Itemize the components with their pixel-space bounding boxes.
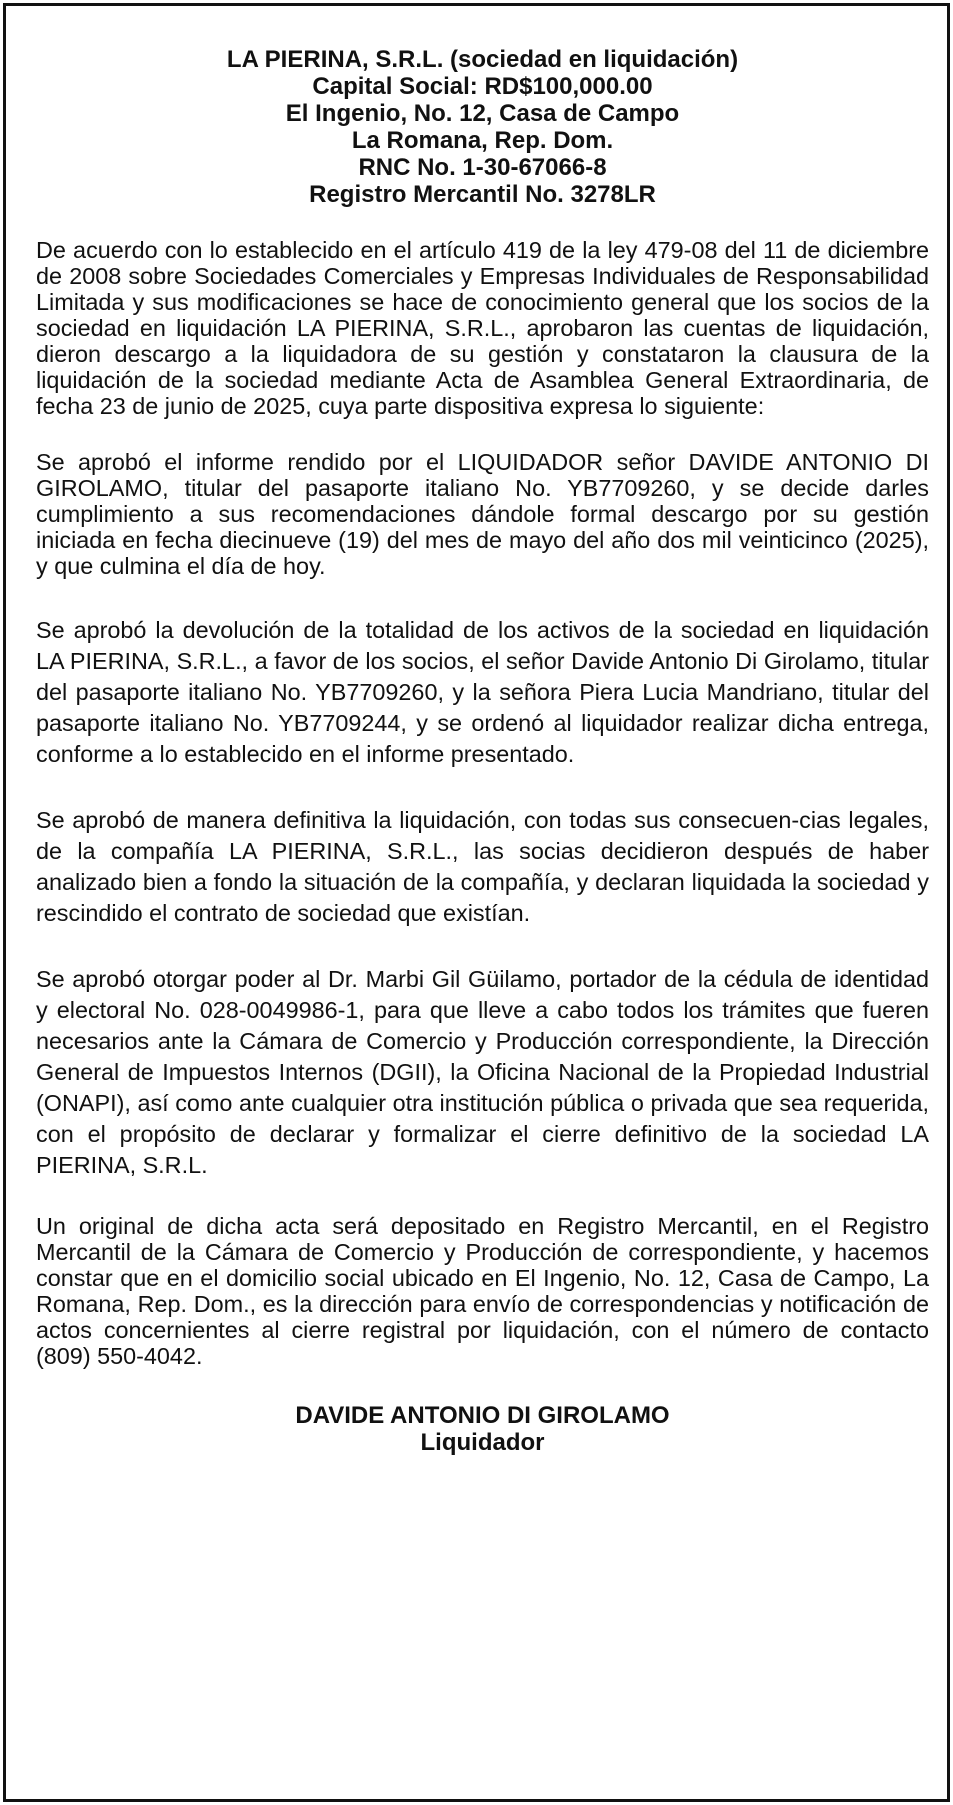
signature-block [36, 1402, 929, 1456]
paragraph-intro: De acuerdo con lo establecido en el artículo 419 de la ley 479-08 del 11 de diciembre de 2008 sobre Sociedades Comerciales y Empresas Individuales de Responsabilidad Limitada y sus modificaciones se hace de conocimiento general que los socios de la sociedad en liquidación LA PIERINA, S.R.L., aprobaron las cuentas de liquidación, dieron descargo a la liquidadora de su gestión y constataron la clausura de la liquidación de la sociedad mediante Acta de Asamblea General Extraordinaria, de fecha 23 de junio de 2025, cuya parte dispositiva expresa lo siguiente: [36, 237, 929, 419]
company-name: LA PIERINA, S.R.L. (sociedad en liquidación) [226, 46, 739, 73]
rnc-number: RNC No. 1-30-67066-8 [358, 154, 607, 181]
address-line-2: La Romana, Rep. Dom. [351, 127, 614, 154]
capital-social: Capital Social: RD$100,000.00 [312, 73, 653, 100]
paragraph-asset-return: Se aprobó la devolución de la totalidad de los activos de la sociedad en liquidación LA PIERINA, S.R.L., a favor de los socios, el señor Davide Antonio Di Girolamo, titular del pasaporte italiano No. YB7709260, y la señora Piera Lucia Mandriano, titular del pasaporte italiano No. YB7709244, y se ordenó al liquidador realizar dicha entrega, conforme a lo establecido en el informe presentado. [36, 617, 929, 767]
paragraph-final-liquidation: Se aprobó de manera definitiva la liquidación, con todas sus consecuen-cias legales, de la compañía LA PIERINA, S.R.L., las socias decidieron después de haber analizado bien a fondo la situación de la compañía, y declaran liquidada la sociedad y rescindido el contrato de sociedad que existían. [36, 807, 929, 926]
paragraph-power-of-attorney: Se aprobó otorgar poder al Dr. Marbi Gil Güilamo, portador de la cédula de identidad y electoral No. 028-0049986-1, para que lleve a cabo todos los trámites que fueren necesarios ante la Cámara de Comercio y Producción correspondiente, la Dirección General de Impuestos Internos (DGII), la Oficina Nacional de la Propiedad Industrial (ONAPI), así como ante cualquier otra institución pública o privada que sea requerida, con el propósito de declarar y formalizar el cierre definitivo de la sociedad LA PIERINA, S.R.L. [36, 966, 929, 1178]
paragraph-registry-deposit: Un original de dicha acta será depositado en Registro Mercantil, en el Registro Mercantil de la Cámara de Comercio y Producción de correspondiente, y hacemos constar que en el domicilio social ubicado en El Ingenio, No. 12, Casa de Campo, La Romana, Rep. Dom., es la dirección para envío de correspondencias y notificación de actos concernientes al cierre registral por liquidación, con el número de contacto (809) 550-4042. [36, 1213, 929, 1369]
company-header [36, 46, 929, 208]
notice-frame [3, 3, 950, 1802]
registro-mercantil: Registro Mercantil No. 3278LR [309, 181, 656, 208]
signatory-name: DAVIDE ANTONIO DI GIROLAMO [295, 1402, 670, 1429]
signatory-title: Liquidador [420, 1429, 545, 1456]
notice-content [36, 46, 929, 1456]
paragraph-liquidator-report: Se aprobó el informe rendido por el LIQUIDADOR señor DAVIDE ANTONIO DI GIROLAMO, titular del pasaporte italiano No. YB7709260, y se decide darles cumplimiento a sus recomendaciones dándole formal descargo por su gestión iniciada en fecha diecinueve (19) del mes de mayo del año dos mil veinticinco (2025), y que culmina el día de hoy. [36, 449, 929, 579]
address-line-1: El Ingenio, No. 12, Casa de Campo [285, 100, 680, 127]
